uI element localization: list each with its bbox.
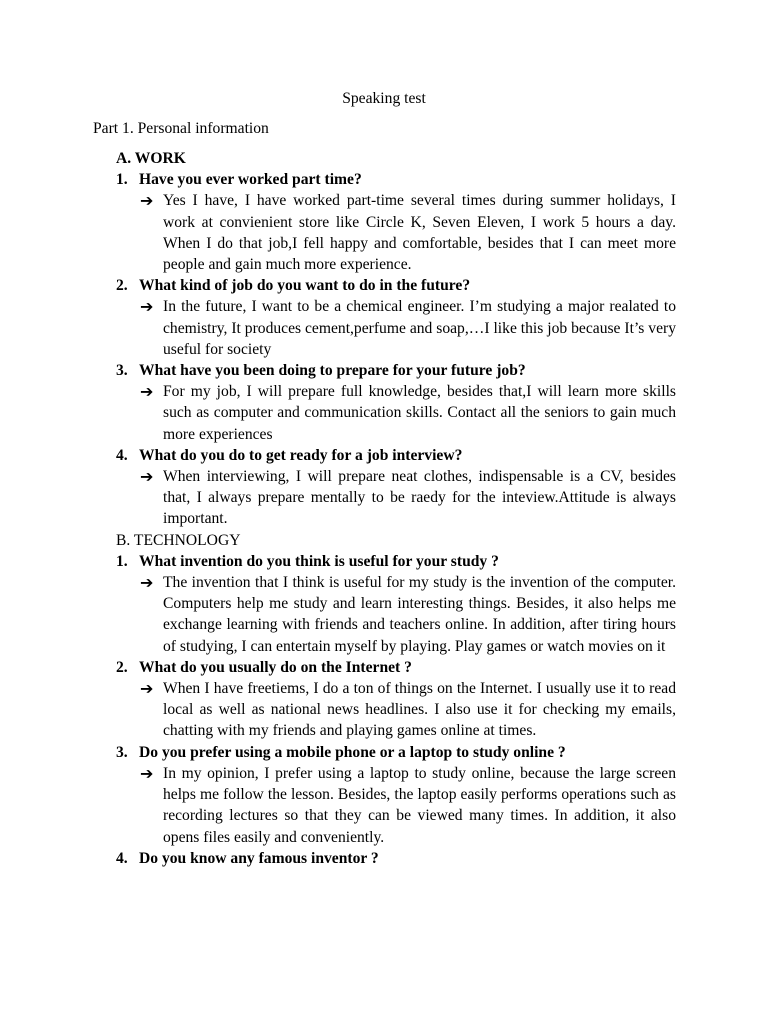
answer-text: The invention that I think is useful for my study is the invention of the computer. Computers help me study and learn interesting things. Besides, it also helps me exchange learning with friends and teachers online. In addition, after tiring hours of studying, I can entertain myself by playing. Play games or watch movies on it [163,574,676,655]
answer-text: In my opinion, I prefer using a laptop to study online, because the large screen helps me follow the lesson. Besides, the laptop easily performs operations such as recording lectures so that they can be viewed many times. In addition, it also opens files easily and conveniently. [163,764,676,846]
section-heading: A. WORK [116,150,186,167]
answer [116,763,676,848]
question [116,742,676,763]
arrow-right-icon: ➔ [140,191,154,211]
answer [116,678,676,742]
question-text: What do you do to get ready for a job interview? [139,446,463,464]
arrow-right-icon: ➔ [140,573,154,593]
arrow-right-icon: ➔ [140,763,154,783]
question [116,169,676,190]
arrow-right-icon: ➔ [140,679,154,699]
document-body [116,148,676,869]
answer [116,190,676,275]
question-text: Do you know any famous inventor ? [139,849,379,867]
answer [116,572,676,657]
answer-text: For my job, I will prepare full knowledge, besides that,I will learn more skills such as computer and communication skills. Contact all the seniors to gain much more experiences [163,383,676,443]
answer-text: When I have freetiems, I do a ton of things on the Internet. I usually use it to read local as well as national news headlines. I also use it for checking my emails, chatting with my friends and playing games online at times. [163,680,676,740]
answer [116,296,676,360]
question-number: 2. [116,277,128,295]
part-heading: Part 1. Personal information [93,120,269,137]
question-text: Have you ever worked part time? [139,171,362,189]
question [116,848,676,869]
question-number: 4. [116,446,128,464]
question-number: 4. [116,849,128,867]
question-text: What invention do you think is useful for your study ? [139,552,499,570]
answer [116,381,676,445]
document-title: Speaking test [342,90,426,107]
arrow-right-icon: ➔ [140,467,154,487]
answer-text: When interviewing, I will prepare neat clothes, indispensable is a CV, besides that, I always prepare mentally to be raedy for the inteview.Attitude is always important. [163,468,676,528]
answer-text: In the future, I want to be a chemical engineer. I’m studying a major realated to chemistry, It produces cement,perfume and soap,…I like this job because It’s very useful for society [163,298,676,358]
arrow-right-icon: ➔ [140,297,154,317]
question [116,657,676,678]
question-number: 1. [116,552,128,570]
question [116,551,676,572]
question-number: 3. [116,743,128,761]
answer-text: Yes I have, I have worked part-time several times during summer holidays, I work at convienient store like Circle K, Seven Eleven, I work 5 hours a day. When I do that job,I fell happy and comfortable, besides that I can meet more people and gain much more experience. [163,192,676,274]
arrow-right-icon: ➔ [140,382,154,402]
answer [116,466,676,530]
question-number: 1. [116,171,128,189]
question-text: What have you been doing to prepare for your future job? [139,362,526,380]
question [116,445,676,466]
question [116,275,676,296]
question [116,360,676,381]
question-text: What do you usually do on the Internet ? [139,658,412,676]
section-heading: B. TECHNOLOGY [116,531,241,549]
question-number: 2. [116,658,128,676]
question-text: What kind of job do you want to do in the future? [139,277,471,295]
question-text: Do you prefer using a mobile phone or a laptop to study online ? [139,743,566,761]
question-number: 3. [116,362,128,380]
